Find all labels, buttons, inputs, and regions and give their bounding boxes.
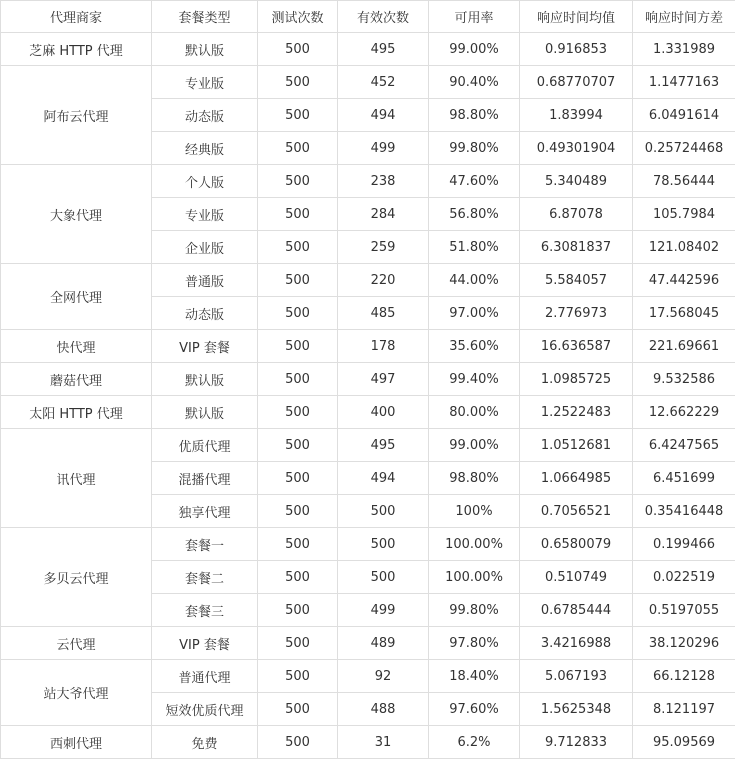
variance-cell: 12.662229 (633, 396, 735, 429)
variance-cell: 6.4247565 (633, 429, 735, 462)
table-row (1, 330, 735, 363)
vendor-cell: 全网代理 (1, 264, 152, 330)
variance-cell: 38.120296 (633, 627, 735, 660)
plan-cell: 优质代理 (152, 429, 258, 462)
mean-cell: 0.510749 (520, 561, 633, 594)
tests-cell: 500 (258, 198, 338, 231)
variance-cell: 95.09569 (633, 726, 735, 759)
rate-cell: 99.00% (429, 429, 520, 462)
valid-cell: 220 (338, 264, 429, 297)
vendor-cell: 阿布云代理 (1, 66, 152, 165)
plan-cell: 专业版 (152, 66, 258, 99)
valid-cell: 495 (338, 33, 429, 66)
tests-cell: 500 (258, 726, 338, 759)
valid-cell: 500 (338, 495, 429, 528)
tests-cell: 500 (258, 462, 338, 495)
header-rate: 可用率 (429, 1, 520, 33)
table-row (1, 429, 735, 462)
variance-cell: 17.568045 (633, 297, 735, 330)
valid-cell: 499 (338, 594, 429, 627)
valid-cell: 494 (338, 99, 429, 132)
plan-cell: 个人版 (152, 165, 258, 198)
tests-cell: 500 (258, 33, 338, 66)
plan-cell: VIP 套餐 (152, 330, 258, 363)
mean-cell: 1.0664985 (520, 462, 633, 495)
rate-cell: 97.60% (429, 693, 520, 726)
tests-cell: 500 (258, 627, 338, 660)
vendor-cell: 站大爷代理 (1, 660, 152, 726)
plan-cell: 动态版 (152, 99, 258, 132)
valid-cell: 452 (338, 66, 429, 99)
table-row (1, 396, 735, 429)
rate-cell: 6.2% (429, 726, 520, 759)
table-row (1, 627, 735, 660)
rate-cell: 98.80% (429, 99, 520, 132)
tests-cell: 500 (258, 693, 338, 726)
tests-cell: 500 (258, 330, 338, 363)
header-row (1, 1, 735, 33)
variance-cell: 221.69661 (633, 330, 735, 363)
mean-cell: 0.6580079 (520, 528, 633, 561)
tests-cell: 500 (258, 660, 338, 693)
plan-cell: 免费 (152, 726, 258, 759)
header-plan: 套餐类型 (152, 1, 258, 33)
mean-cell: 16.636587 (520, 330, 633, 363)
plan-cell: 默认版 (152, 363, 258, 396)
rate-cell: 99.40% (429, 363, 520, 396)
mean-cell: 1.5625348 (520, 693, 633, 726)
variance-cell: 47.442596 (633, 264, 735, 297)
rate-cell: 99.00% (429, 33, 520, 66)
plan-cell: 独享代理 (152, 495, 258, 528)
plan-cell: 经典版 (152, 132, 258, 165)
plan-cell: 套餐三 (152, 594, 258, 627)
rate-cell: 98.80% (429, 462, 520, 495)
header-variance: 响应时间方差 (633, 1, 735, 33)
table-row (1, 66, 735, 99)
plan-cell: 套餐二 (152, 561, 258, 594)
rate-cell: 90.40% (429, 66, 520, 99)
header-valid: 有效次数 (338, 1, 429, 33)
plan-cell: VIP 套餐 (152, 627, 258, 660)
table-row (1, 660, 735, 693)
tests-cell: 500 (258, 396, 338, 429)
plan-cell: 动态版 (152, 297, 258, 330)
plan-cell: 普通版 (152, 264, 258, 297)
mean-cell: 0.6785444 (520, 594, 633, 627)
mean-cell: 1.83994 (520, 99, 633, 132)
tests-cell: 500 (258, 264, 338, 297)
variance-cell: 6.451699 (633, 462, 735, 495)
mean-cell: 1.0985725 (520, 363, 633, 396)
vendor-cell: 多贝云代理 (1, 528, 152, 627)
table-row (1, 726, 735, 759)
variance-cell: 1.1477163 (633, 66, 735, 99)
mean-cell: 5.340489 (520, 165, 633, 198)
mean-cell: 6.87078 (520, 198, 633, 231)
rate-cell: 80.00% (429, 396, 520, 429)
plan-cell: 套餐一 (152, 528, 258, 561)
table-header (1, 1, 735, 33)
vendor-cell: 大象代理 (1, 165, 152, 264)
valid-cell: 178 (338, 330, 429, 363)
valid-cell: 489 (338, 627, 429, 660)
rate-cell: 97.00% (429, 297, 520, 330)
tests-cell: 500 (258, 165, 338, 198)
table-row (1, 264, 735, 297)
vendor-cell: 云代理 (1, 627, 152, 660)
valid-cell: 31 (338, 726, 429, 759)
valid-cell: 497 (338, 363, 429, 396)
rate-cell: 44.00% (429, 264, 520, 297)
table-row (1, 363, 735, 396)
plan-cell: 短效优质代理 (152, 693, 258, 726)
tests-cell: 500 (258, 66, 338, 99)
rate-cell: 51.80% (429, 231, 520, 264)
tests-cell: 500 (258, 231, 338, 264)
rate-cell: 47.60% (429, 165, 520, 198)
rate-cell: 18.40% (429, 660, 520, 693)
tests-cell: 500 (258, 528, 338, 561)
plan-cell: 默认版 (152, 396, 258, 429)
valid-cell: 284 (338, 198, 429, 231)
variance-cell: 105.7984 (633, 198, 735, 231)
valid-cell: 495 (338, 429, 429, 462)
rate-cell: 35.60% (429, 330, 520, 363)
valid-cell: 500 (338, 528, 429, 561)
valid-cell: 494 (338, 462, 429, 495)
header-vendor: 代理商家 (1, 1, 152, 33)
vendor-cell: 蘑菇代理 (1, 363, 152, 396)
mean-cell: 0.916853 (520, 33, 633, 66)
table-body (1, 33, 735, 759)
variance-cell: 0.5197055 (633, 594, 735, 627)
rate-cell: 100.00% (429, 528, 520, 561)
valid-cell: 259 (338, 231, 429, 264)
plan-cell: 普通代理 (152, 660, 258, 693)
tests-cell: 500 (258, 561, 338, 594)
valid-cell: 238 (338, 165, 429, 198)
plan-cell: 专业版 (152, 198, 258, 231)
valid-cell: 400 (338, 396, 429, 429)
vendor-cell: 西刺代理 (1, 726, 152, 759)
mean-cell: 6.3081837 (520, 231, 633, 264)
rate-cell: 100.00% (429, 561, 520, 594)
tests-cell: 500 (258, 132, 338, 165)
variance-cell: 6.0491614 (633, 99, 735, 132)
variance-cell: 66.12128 (633, 660, 735, 693)
rate-cell: 99.80% (429, 132, 520, 165)
variance-cell: 78.56444 (633, 165, 735, 198)
variance-cell: 0.022519 (633, 561, 735, 594)
plan-cell: 企业版 (152, 231, 258, 264)
vendor-cell: 快代理 (1, 330, 152, 363)
plan-cell: 混播代理 (152, 462, 258, 495)
tests-cell: 500 (258, 495, 338, 528)
mean-cell: 3.4216988 (520, 627, 633, 660)
variance-cell: 0.35416448 (633, 495, 735, 528)
variance-cell: 9.532586 (633, 363, 735, 396)
variance-cell: 0.199466 (633, 528, 735, 561)
table-row (1, 528, 735, 561)
mean-cell: 2.776973 (520, 297, 633, 330)
mean-cell: 1.0512681 (520, 429, 633, 462)
mean-cell: 5.067193 (520, 660, 633, 693)
plan-cell: 默认版 (152, 33, 258, 66)
tests-cell: 500 (258, 363, 338, 396)
tests-cell: 500 (258, 429, 338, 462)
valid-cell: 485 (338, 297, 429, 330)
vendor-cell: 芝麻 HTTP 代理 (1, 33, 152, 66)
valid-cell: 499 (338, 132, 429, 165)
tests-cell: 500 (258, 594, 338, 627)
rate-cell: 99.80% (429, 594, 520, 627)
mean-cell: 0.68770707 (520, 66, 633, 99)
rate-cell: 56.80% (429, 198, 520, 231)
mean-cell: 0.49301904 (520, 132, 633, 165)
table-row (1, 165, 735, 198)
table-row (1, 33, 735, 66)
mean-cell: 5.584057 (520, 264, 633, 297)
mean-cell: 1.2522483 (520, 396, 633, 429)
vendor-cell: 讯代理 (1, 429, 152, 528)
variance-cell: 0.25724468 (633, 132, 735, 165)
tests-cell: 500 (258, 99, 338, 132)
valid-cell: 488 (338, 693, 429, 726)
vendor-cell: 太阳 HTTP 代理 (1, 396, 152, 429)
mean-cell: 9.712833 (520, 726, 633, 759)
valid-cell: 500 (338, 561, 429, 594)
tests-cell: 500 (258, 297, 338, 330)
mean-cell: 0.7056521 (520, 495, 633, 528)
rate-cell: 97.80% (429, 627, 520, 660)
header-tests: 测试次数 (258, 1, 338, 33)
variance-cell: 8.121197 (633, 693, 735, 726)
variance-cell: 121.08402 (633, 231, 735, 264)
variance-cell: 1.331989 (633, 33, 735, 66)
header-mean: 响应时间均值 (520, 1, 633, 33)
rate-cell: 100% (429, 495, 520, 528)
valid-cell: 92 (338, 660, 429, 693)
